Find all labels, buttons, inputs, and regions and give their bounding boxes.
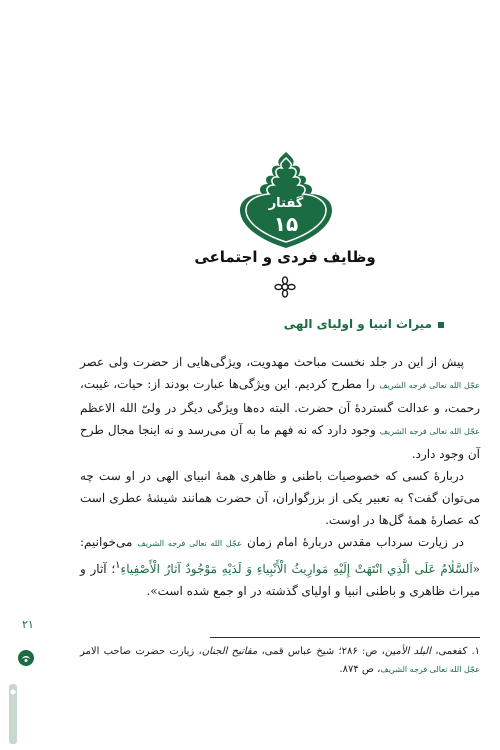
footnote-ref: ۱ <box>115 560 121 571</box>
chapter-title: وظایف فردی و اجتماعی <box>194 248 376 266</box>
footnote-divider <box>210 637 480 638</box>
chapter-label: گفتار <box>268 196 304 211</box>
honorific: عجّل الله تعالی فرجه الشریف <box>137 539 242 548</box>
side-watermark-icon <box>6 682 20 746</box>
honorific: عجّل الله تعالی فرجه الشریف <box>380 665 480 674</box>
paragraph-3: در زیارت سرداب مقدس دربارهٔ امام زمان عجّل الله تعالی فرجه الشریف می‌خوانیم: «اَلسَّلٰامُ عَلَى الَّذِي انْتَهَتْ إِلَيْهِ مَوارِيثُ الْأَنْبِياءِ وَ لَدَيْهِ مَوْجُودٌ آثارُ الْأَصْفِياءِ$^۱$؛ آثار و میراث ظاهری و باطنی انبیا و اولیای گذشته در او جمع شده است». <box>80 535 480 598</box>
page-number: ۲۱ <box>22 618 34 631</box>
body-text <box>80 351 480 602</box>
footnote: ۱. کفعمی، البلد الأمین، ص: ۲۸۶؛ شیخ عباس قمی، مفاتیح الجنان، زیارت حضرت صاحب الامر عجّل الله تعالی فرجه الشریف، ص ۸۷۴. <box>80 646 480 675</box>
arabic-quote: اَلسَّلٰامُ عَلَى الَّذِي انْتَهَتْ إِلَيْهِ مَوارِيثُ الْأَنْبِياءِ وَ لَدَيْهِ مَوْجُودٌ آثارُ الْأَصْفِياءِ <box>120 562 473 576</box>
square-bullet-icon <box>438 322 444 328</box>
honorific: عجّل الله تعالی فرجه الشریف <box>379 381 480 390</box>
paragraph-2: دربارهٔ کسی که خصوصیات باطنی و ظاهری همهٔ انبیای الهی در او ست چه می‌توان گفت؟ به تعبیر یکی از بزرگواران، آن حضرت همانند شیشهٔ عطری است که عصارهٔ همهٔ گل‌ها در اوست. <box>80 469 480 527</box>
section-heading: میراث انبیا و اولیای الهی <box>144 317 444 331</box>
flower-ornament-icon <box>274 276 296 298</box>
publisher-logo-icon <box>16 648 36 668</box>
paragraph-1: پیش از این در جلد نخست مباحث مهدویت، ویژگی‌هایی از حضرت ولی عصر عجّل الله تعالی فرجه الشریف را مطرح کردیم. این ویژگی‌ها عبارت بودند از: حیات، غیبت، رحمت، و عدالت گستردهٔ آن حضرت. البته ده‌ها ویژگی دیگر در ولیّ الله الاعظم عجّل الله تعالی فرجه الشریف وجود دارد که نه فهم ما به آن می‌رسد و نه اینجا مجال طرح آن وجود دارد. <box>80 355 480 461</box>
honorific: عجّل الله تعالی فرجه الشریف <box>379 427 480 436</box>
chapter-number: ۱۵ <box>273 212 299 236</box>
